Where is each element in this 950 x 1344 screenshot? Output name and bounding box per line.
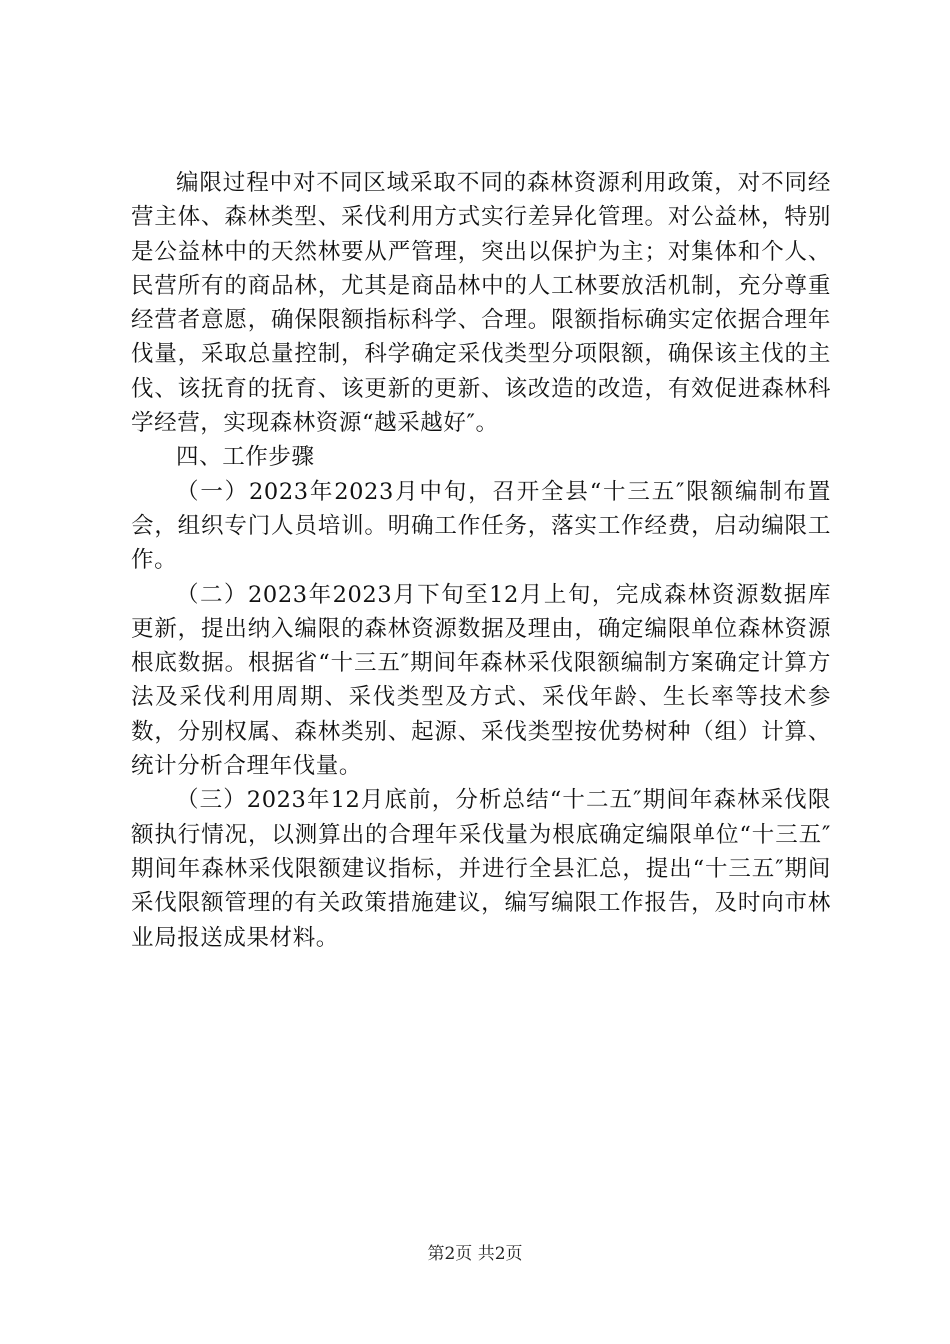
paragraph-step-2: （二）2023年2023月下旬至12月上旬，完成森林资源数据库更新，提出纳入编限的森林资源数据及理由，确定编限单位森林资源根底数据。根据省“十三五″期间年森林采伐限额编制方案确定计算方法及采伐利用周期、采伐类型及方式、采伐年龄、生长率等技术参数，分别权属、森林类别、起源、采伐类型按优势树种（组）计算、统计分析合理年伐量。 <box>131 581 831 780</box>
page-footer: 第2页 共2页 <box>427 1244 523 1264</box>
section-heading-work-steps: 四、工作步骤 <box>176 444 315 471</box>
document-body <box>131 166 831 955</box>
paragraph-step-1: （一）2023年2023月中旬，召开全县“十三五″限额编制布置会，组织专门人员培训。明确工作任务，落实工作经费，启动编限工作。 <box>131 478 831 574</box>
paragraph-policy: 编限过程中对不同区域采取不同的森林资源利用政策，对不同经营主体、森林类型、采伐利用方式实行差异化管理。对公益林，特别是公益林中的天然林要从严管理，突出以保护为主；对集体和个人、民营所有的商品林，尤其是商品林中的人工林要放活机制，充分尊重经营者意愿，确保限额指标科学、合理。限额指标确实定依据合理年伐量，采取总量控制，科学确定采伐类型分项限额，确保该主伐的主伐、该抚育的抚育、该更新的更新、该改造的改造，有效促进森林科学经营，实现森林资源“越采越好″。 <box>131 170 831 437</box>
paragraph-step-3: （三）2023年12月底前，分析总结“十二五″期间年森林采伐限额执行情况，以测算出的合理年采伐量为根底确定编限单位“十三五″期间年森林采伐限额建议指标，并进行全县汇总，提出“十三五″期间采伐限额管理的有关政策措施建议，编写编限工作报告，及时向市林业局报送成果材料。 <box>131 787 831 951</box>
